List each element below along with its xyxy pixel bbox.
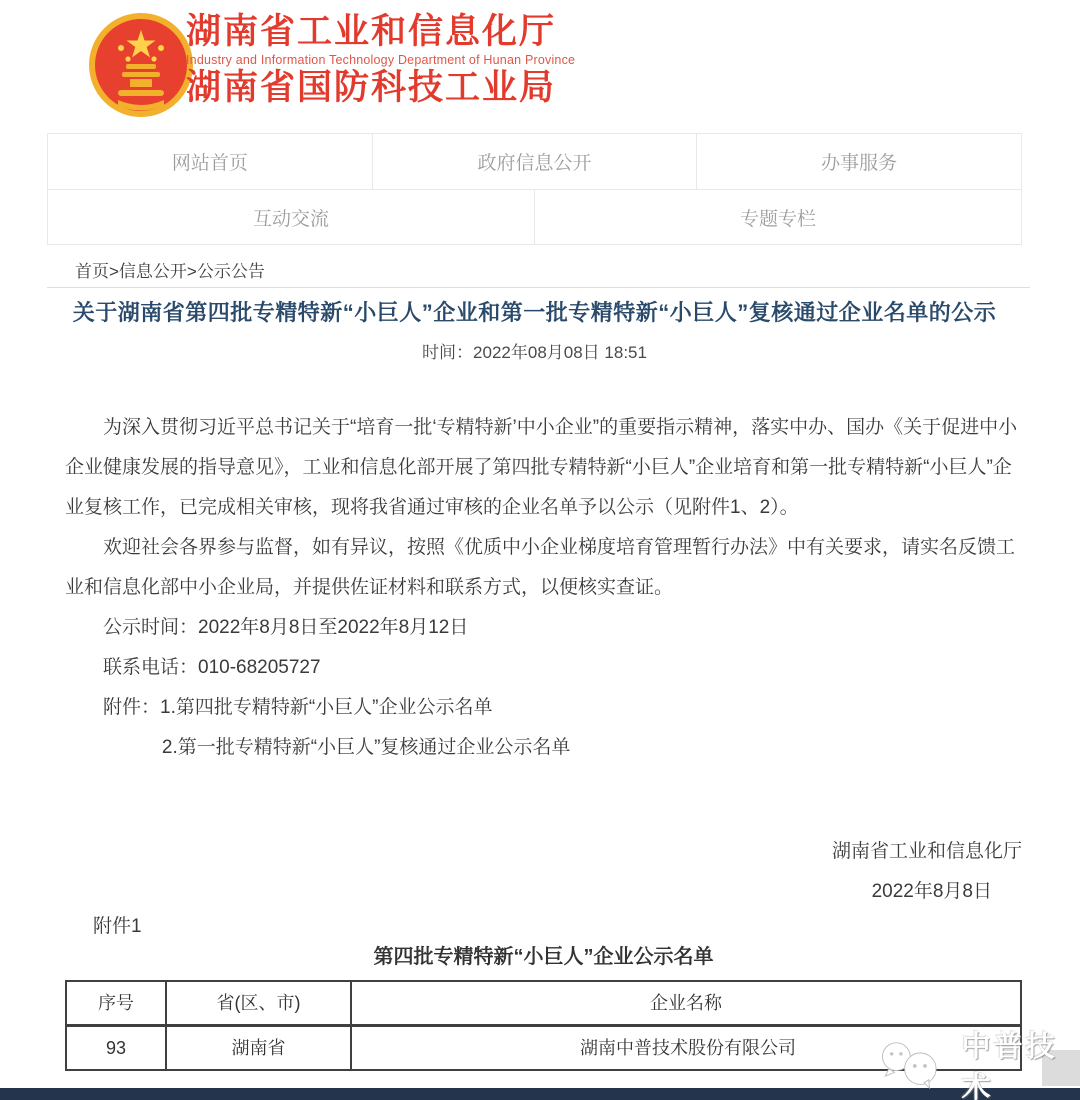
- watermark-text: 中普技术: [961, 1031, 1058, 1100]
- table-header-row: [66, 981, 1021, 1026]
- attachments-line-1: 附件：1.第四批专精特新“小巨人”企业公示名单: [103, 697, 493, 718]
- wechat-icon: [876, 1039, 954, 1091]
- nav-item-services[interactable]: 办事服务: [821, 153, 898, 174]
- publicity-period: 公示时间：2022年8月8日至2022年8月12日: [103, 617, 469, 638]
- attachment1-table-title: 第四批专精特新“小巨人”企业公示名单: [373, 946, 714, 968]
- nav-row-1: [48, 134, 1021, 190]
- cell-index: 93: [66, 1026, 166, 1071]
- nav-item-gov-info[interactable]: 政府信息公开: [373, 134, 698, 189]
- org-title-block: [186, 13, 575, 107]
- signature-date: 2022年8月8日: [871, 881, 992, 902]
- cell-province: 湖南省: [166, 1026, 351, 1071]
- attachment1-label: 附件1: [93, 916, 142, 937]
- publish-time: 时间：2022年08月08日 18:51: [422, 343, 647, 362]
- main-nav: [47, 133, 1022, 245]
- table-header-index: 序号: [66, 981, 166, 1026]
- table-header-province: 省(区、市): [166, 981, 351, 1026]
- org-name-line1: 湖南省工业和信息化厅: [186, 12, 557, 51]
- article-body: [65, 408, 1022, 1071]
- org-name-english: Industry and Information Technology Department of Hunan Province: [186, 53, 576, 67]
- nav-item-home[interactable]: 网站首页: [48, 134, 373, 189]
- contact-phone: 联系电话：010-68205727: [103, 657, 321, 678]
- page-title: 关于湖南省第四批专精特新“小巨人”企业和第一批专精特新“小巨人”复核通过企业名单的公示: [72, 300, 997, 325]
- paragraph-2: 欢迎社会各界参与监督，如有异议，按照《优质中小企业梯度培育管理暂行办法》中有关要求，请实名反馈工业和信息化部中小企业局，并提供佐证材料和联系方式，以便核实查证。: [65, 537, 1016, 598]
- watermark: [876, 1024, 1080, 1100]
- paragraph-1: 为深入贯彻习近平总书记关于“培育一批‘专精特新’中小企业”的重要指示精神，落实中办、国办《关于促进中小企业健康发展的指导意见》，工业和信息化部开展了第四批专精特新“小巨人”企业培育和第一批专精特新“小巨人”企业复核工作，已完成相关审核，现将我省通过审核的企业名单予以公示（见附件1、2）。: [65, 417, 1018, 518]
- table-header-enterprise: 企业名称: [351, 981, 1021, 1026]
- nav-item-special-columns[interactable]: 专题专栏: [739, 209, 816, 230]
- nav-row-2: [48, 190, 1021, 245]
- header-banner: [0, 0, 1080, 130]
- national-emblem-icon: [88, 12, 194, 118]
- attachments-line-2: 2.第一批专精特新“小巨人”复核通过企业公示名单: [161, 737, 571, 758]
- nav-item-interaction[interactable]: 互动交流: [48, 190, 535, 245]
- signature-org: 湖南省工业和信息化厅: [831, 841, 1022, 862]
- breadcrumb[interactable]: 首页>信息公开>公示公告: [47, 252, 1030, 288]
- cell-enterprise: 湖南中普技术股份有限公司: [351, 1026, 1021, 1071]
- org-name-line2: 湖南省国防科技工业局: [186, 68, 557, 107]
